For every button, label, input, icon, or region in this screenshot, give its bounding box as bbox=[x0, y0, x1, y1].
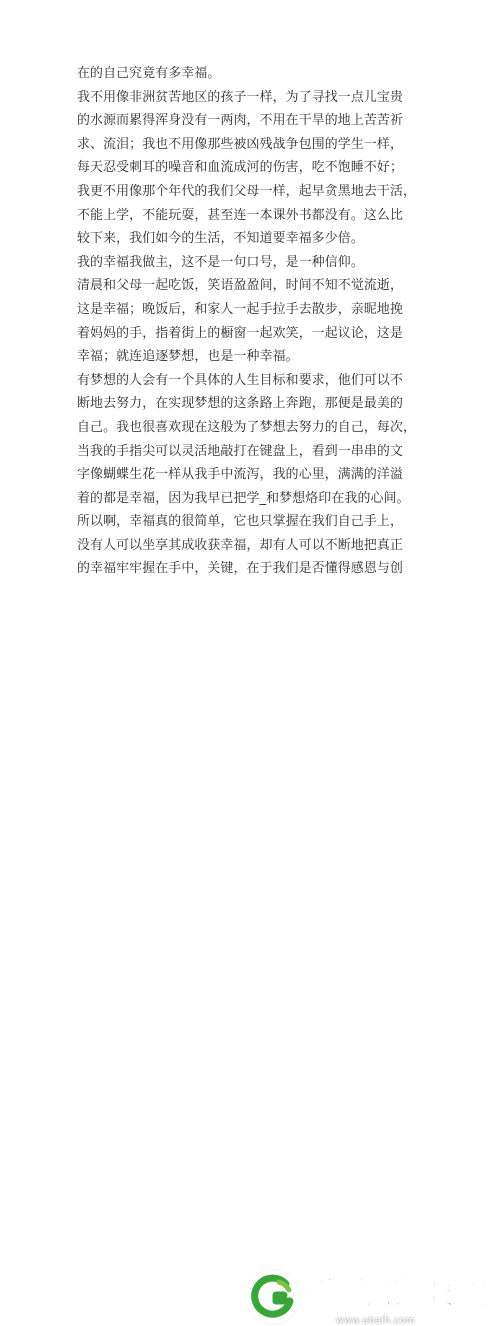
brand-char: 悦 bbox=[306, 1276, 336, 1311]
text-line: 不能上学，不能玩耍，甚至连一本课外书都没有。这么比 bbox=[77, 207, 404, 223]
text-line: 较下来，我们如今的生活，不知道要幸福多少倍。 bbox=[77, 231, 364, 247]
text-line: 字像蝴蝶生花一样从我手中流泻，我的心里，满满的洋溢 bbox=[77, 467, 404, 483]
watermark bbox=[0, 628, 500, 1326]
text-line: 没有人可以坐享其成收获幸福，却有人可以不断地把真正 bbox=[77, 537, 404, 553]
essay-text bbox=[77, 62, 427, 581]
brand-name bbox=[302, 1276, 496, 1316]
text-line: 所以啊，幸福真的很简单，它也只掌握在我们自己手上， bbox=[77, 514, 404, 530]
text-line: 我不用像非洲贫苦地区的孩子一样，为了寻找一点儿宝贵 bbox=[77, 89, 404, 105]
text-line: 每天忍受刺耳的噪音和血流成河的伤害，吃不饱睡不好； bbox=[77, 160, 404, 176]
text-line: 在的自己究竟有多幸福。 bbox=[77, 66, 221, 81]
text-line: 断地去努力，在实现梦想的这条路上奔跑，那便是最美的 bbox=[77, 396, 404, 412]
ubalh-logo-icon bbox=[246, 1270, 300, 1324]
text-line: 有梦想的人会有一个具体的人生目标和要求，他们可以不 bbox=[77, 372, 404, 388]
text-line: 求、流泪；我也不用像那些被凶残战争包围的学生一样， bbox=[77, 136, 404, 152]
text-line: 着的都是幸福，因为我早已把学_和梦想烙印在我的心间。 bbox=[77, 490, 410, 506]
brand-char: 网 bbox=[462, 1276, 492, 1311]
text-line: 我的幸福我做主，这不是一句口号，是一种信仰。 bbox=[77, 254, 364, 270]
text-line: 清晨和父母一起吃饭，笑语盈盈间，时间不知不觉流逝， bbox=[77, 278, 404, 294]
brand-char: 购 bbox=[345, 1276, 375, 1311]
brand-char: 游 bbox=[384, 1276, 414, 1311]
text-line: 幸福；就连追逐梦想，也是一种幸福。 bbox=[77, 349, 299, 365]
text-line: 我更不用像那个年代的我们父母一样，起早贪黑地去干活， bbox=[77, 183, 417, 199]
text-line: 的水源而累得浑身没有一两肉，不用在干旱的地上苦苦祈 bbox=[77, 113, 404, 129]
text-line: 自己。我也很喜欢现在这般为了梦想去努力的自己，每次， bbox=[77, 419, 417, 435]
text-line: 这是幸福；晚饭后，和家人一起手拉手去散步，亲昵地挽 bbox=[77, 301, 404, 317]
brand-url: www.ubalh.com bbox=[336, 1316, 416, 1326]
text-line: 当我的手指尖可以灵活地敲打在键盘上，看到一串串的文 bbox=[77, 443, 404, 459]
text-line: 的幸福牢牢握在手中，关键，在于我们是否懂得感恩与创 bbox=[77, 561, 404, 577]
brand-char: 戏 bbox=[423, 1276, 453, 1311]
text-line: 着妈妈的手，指着街上的橱窗一起欢笑，一起议论，这是 bbox=[77, 325, 404, 341]
